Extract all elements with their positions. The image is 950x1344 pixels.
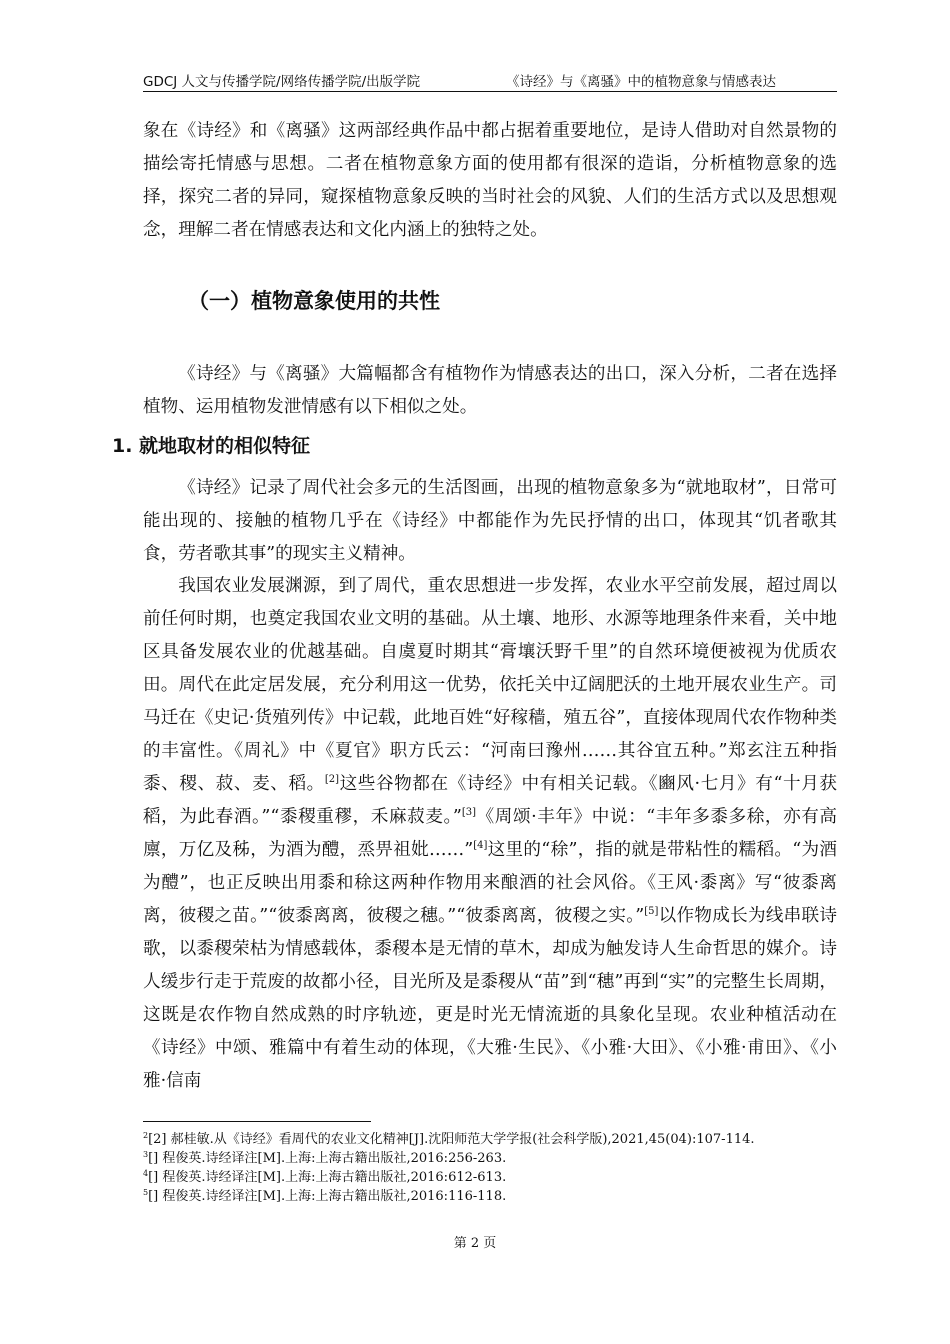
paragraph-agriculture	[143, 570, 837, 1098]
footnote-mark: 5	[143, 1188, 149, 1197]
text-segment: 《周颂·丰年》中说：“丰年多黍多稌，亦有高廪，万亿及秭，为酒为醴，烝畀祖妣……”	[143, 807, 838, 860]
page-number: 第 2 页	[453, 1236, 497, 1251]
footnote-text: [2] 郝桂敏.从《诗经》看周代的农业文化精神[J].沈阳师范大学学报(社会科学版),2021,45(04):107-114.	[148, 1132, 755, 1147]
footnote-text: [] 程俊英.诗经译注[M].上海:上海古籍出版社,2016:612-613.	[148, 1170, 507, 1185]
citation-ref[interactable]: [5]	[644, 906, 659, 917]
paragraph-local-materials: 《诗经》记录了周代社会多元的生活图画，出现的植物意象多为“就地取材”，日常可能出现的、接触的植物几乎在《诗经》中都能作为先民抒情的出口，体现其“饥者歌其食，劳者歌其事”的现实主义精神。	[143, 478, 837, 564]
citation-ref[interactable]: [4]	[473, 840, 488, 851]
citation-ref[interactable]: [3]	[461, 807, 477, 818]
footnote-text: [] 程俊英.诗经译注[M].上海:上海古籍出版社,2016:256-263.	[148, 1151, 507, 1166]
text-segment: 这些谷物都在《诗经》中有相关记载。《豳风·七月》有“十月获稻，为此春酒。”“黍稷重穋，禾麻菽麦。”	[143, 774, 837, 827]
footnote-mark: 4	[143, 1169, 149, 1178]
running-header	[143, 70, 837, 92]
text-segment: 以作物成长为线串联诗歌，以黍稷荣枯为情感载体，黍稷本是无情的草木，却成为触发诗人生命哲思的媒介。诗人缓步行走于荒废的故都小径，目光所及是黍稷从“苗”到“穗”再到“实”的完整生长周期，这既是农作物自然成熟的时序轨迹，更是时光无情流逝的具象化呈现。农业种植活动在《诗经》中颂、雅篇中有着生动的体现，《大雅·生民》、《小雅·大田》、《小雅·甫田》、《小雅·信南	[143, 906, 837, 1091]
footnotes	[143, 1130, 837, 1206]
footnote	[143, 1187, 837, 1206]
footnote	[143, 1149, 837, 1168]
text-segment: 我国农业发展渊源，到了周代，重农思想进一步发挥，农业水平空前发展，超过周以前任何时期，也奠定我国农业文明的基础。从土壤、地形、水源等地理条件来看，关中地区具备发展农业的优越基础。自虞夏时期其“膏壤沃野千里”的自然环境便被视为优质农田。周代在此定居发展，充分利用这一优势，依托关中辽阔肥沃的土地开展农业生产。司马迁在《史记·货殖列传》中记载，此地百姓“好稼穑，殖五谷”，直接体现周代农作物种类的丰富性。《周礼》中《夏官》职方氏云：“河南曰豫州……其谷宜五种。”郑玄注五种指黍、稷、菽、麦、稻。	[143, 576, 837, 794]
footnote-mark: 2	[143, 1131, 149, 1140]
citation-ref[interactable]: [2]	[324, 774, 340, 785]
footnote	[143, 1168, 837, 1187]
section-heading: （一）植物意象使用的共性	[188, 289, 440, 313]
footnote-divider	[143, 1121, 371, 1122]
footnote-mark: 3	[143, 1150, 149, 1159]
footnote-text: [] 程俊英.诗经译注[M].上海:上海古籍出版社,2016:116-118.	[148, 1189, 507, 1204]
subheading: 1. 就地取材的相似特征	[112, 435, 311, 457]
header-institution: GDCJ 人文与传播学院/网络传播学院/出版学院	[143, 74, 421, 90]
paragraph-section-intro: 《诗经》与《离骚》大篇幅都含有植物作为情感表达的出口，深入分析，二者在选择植物、运用植物发泄情感有以下相似之处。	[143, 364, 837, 417]
header-paper-title: 《诗经》与《离骚》中的植物意象与情感表达	[506, 74, 776, 90]
footnote	[143, 1130, 837, 1149]
text-segment: 这里的“稌”，指的就是带粘性的糯稻。“为酒为醴”，也正反映出用黍和稌这两种作物用来酿酒的社会风俗。《王风·黍离》写“彼黍离离，彼稷之苗。”“彼黍离离，彼稷之穗。”“彼黍离离，彼稷之实。”	[143, 840, 837, 926]
paragraph-intro-continued: 象在《诗经》和《离骚》这两部经典作品中都占据着重要地位，是诗人借助对自然景物的描绘寄托情感与思想。二者在植物意象方面的使用都有很深的造诣，分析植物意象的选择，探究二者的异同，窥探植物意象反映的当时社会的风貌、人们的生活方式以及思想观念，理解二者在情感表达和文化内涵上的独特之处。	[143, 121, 837, 240]
